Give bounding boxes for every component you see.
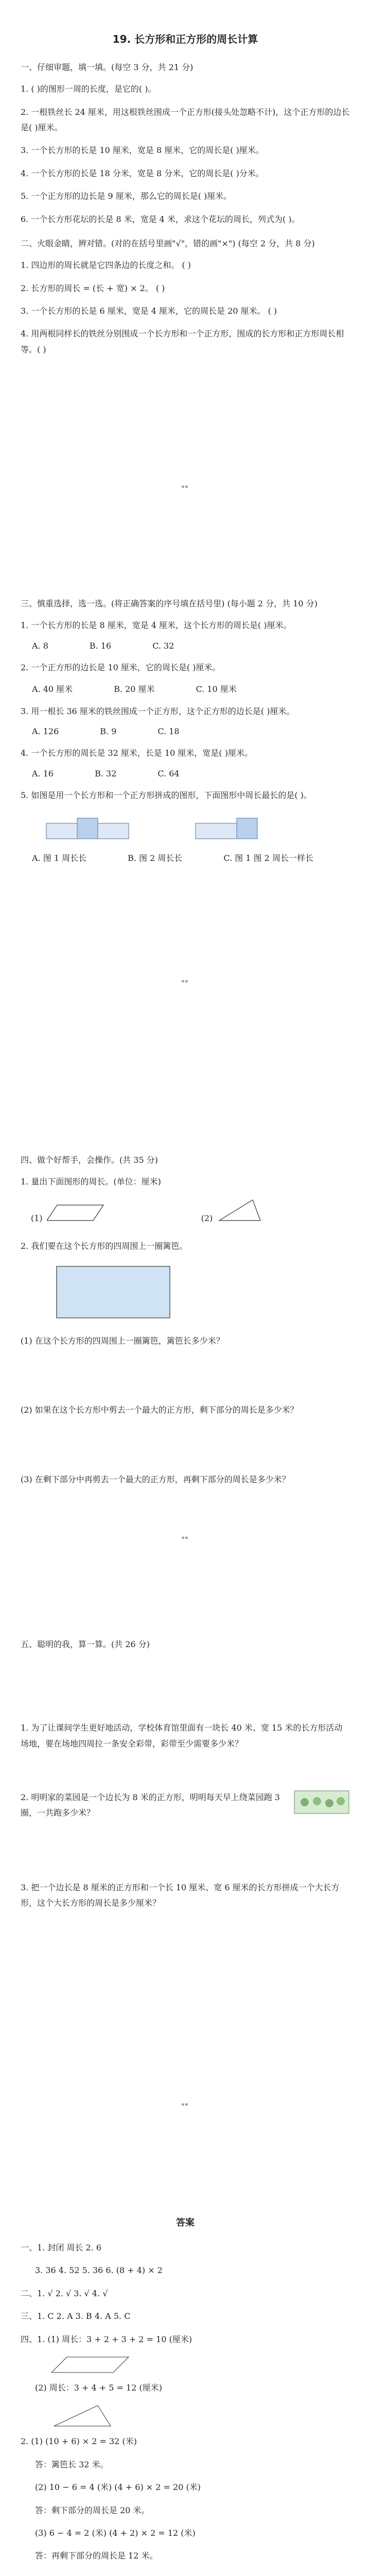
- answer-line: 答：再剩下部分的周长是 12 米。: [35, 2551, 158, 2561]
- part3-q2: 2. 一个正方形的边长是 10 厘米，它的周长是( )厘米。: [21, 662, 221, 672]
- answers-heading: 答案: [176, 2217, 195, 2228]
- figure1-rect: [46, 823, 77, 839]
- option-b: B. 20 厘米: [114, 684, 155, 694]
- part4-q1: 1. 量出下面图形的周长。(单位：厘米): [21, 1177, 161, 1187]
- answer-parallelogram: [51, 2354, 134, 2375]
- part2-q4: 4. 用两根同样长的铁丝分别围成一个长方形和一个正方形，围成的长方形和正方形周长相等。( ): [21, 329, 344, 354]
- option-c: C. 64: [157, 768, 180, 778]
- part3-q2-options: [32, 683, 350, 694]
- part1-q5: 5. 一个正方形的边长是 9 厘米，那么它的周长是( )厘米。: [21, 191, 232, 201]
- figure-label-1: (1): [31, 1213, 43, 1223]
- triangle-figure: [201, 1197, 263, 1223]
- part2-q1: 1. 四边形的周长就是它四条边的长度之和。 ( ): [21, 260, 191, 270]
- part4-q2-sub3: (3) 在剩下部分中再剪去一个最大的正方形，再剩下部分的周长是多少米？: [21, 1474, 290, 1484]
- answer-line: (2) 周长：3 + 4 + 5 = 12 (厘米): [35, 2382, 162, 2393]
- part3-q5-options: [32, 852, 350, 863]
- part1-q6: 6. 一个长方形花坛的长是 8 米，宽是 4 米，求这个花坛的周长，列式为( )。: [21, 214, 300, 224]
- part5-q3: 3. 把一个边长是 8 厘米的正方形和一个长 10 厘米、宽 6 厘米的长方形拼成一个大长方形，这个大长方形的周长是多少厘米？: [21, 1882, 340, 1908]
- composite-figures-diagram: [41, 810, 288, 846]
- part4-q1-figures: [31, 1197, 350, 1223]
- part3-q3-options: [32, 726, 350, 736]
- figure-label-2: (2): [201, 1213, 213, 1223]
- figure2-rect: [196, 823, 237, 839]
- part5-heading: 五、聪明的我，算一算。(共 26 分): [21, 1639, 150, 1649]
- option-b: B. 32: [95, 768, 117, 778]
- answer-line: 三、1. C 2. A 3. B 4. A 5. C: [21, 2311, 131, 2321]
- option-a: A. 图 1 周长长: [32, 853, 87, 863]
- vegetable-garden-picture: [293, 1790, 350, 1815]
- triangle-shape: [217, 1197, 263, 1223]
- part1-q1: 1. ( )的图形一周的长度，是它的( )。: [21, 84, 156, 94]
- page-3: [21, 1144, 350, 1495]
- part1-q3: 3. 一个长方形的长是 10 厘米，宽是 8 厘米，它的周长是( )厘米。: [21, 145, 264, 156]
- part1-q2: 2. 一根铁丝长 24 厘米，用这根铁丝围成一个正方形(接头处忽略不计)，这个正方形的边长是( )厘米。: [21, 107, 350, 132]
- page-1: [21, 31, 350, 365]
- answer-triangle: [51, 2403, 113, 2429]
- part4-heading: 四、做个好帮手，会操作。(共 35 分): [21, 1155, 158, 1165]
- answer-line: 一、1. 封闭 周长 2. 6: [21, 2243, 102, 2252]
- parallelogram-figure: [31, 1202, 109, 1223]
- part1-q4: 4. 一个长方形的长是 18 分米，宽是 8 分米，它的周长是( )分米。: [21, 168, 264, 178]
- option-c: C. 图 1 图 2 周长一样长: [223, 853, 313, 863]
- option-a: A. 40 厘米: [32, 684, 73, 694]
- answer-line: 2. (1) (10 + 6) × 2 = 32 (米): [21, 2436, 137, 2447]
- answers-page: [21, 2215, 350, 2576]
- page-4: [21, 1628, 350, 1919]
- figure1-square: [77, 818, 98, 839]
- page-2: [21, 587, 350, 873]
- fence-rectangle-diagram: [51, 1261, 185, 1323]
- option-c: C. 10 厘米: [196, 684, 237, 694]
- part3-q5: 5. 如图是用一个长方形和一个正方形拼成的图形，下面图形中周长最长的是( )。: [21, 790, 312, 800]
- part3-q1-options: [32, 641, 350, 651]
- part4-q2-sub2: (2) 如果在这个长方形中剪去一个最大的正方形，剩下部分的周长是多少米？: [21, 1405, 298, 1415]
- answer-line: 3. 36 4. 52 5. 36 6. (8 + 4) × 2: [35, 2265, 163, 2276]
- page-mark-2: **: [181, 979, 189, 986]
- option-b: B. 16: [89, 640, 112, 651]
- answer-line: (3) 6 − 4 = 2 (米) (4 + 2) × 2 = 12 (米): [35, 2528, 196, 2538]
- option-c: C. 18: [157, 726, 180, 737]
- answer-line: 答：篱笆长 32 米。: [35, 2459, 109, 2469]
- answer-line: 四、1. (1) 周长：3 + 2 + 3 + 2 = 10 (厘米): [21, 2334, 192, 2344]
- option-c: C. 32: [152, 640, 174, 651]
- option-a: A. 16: [32, 768, 54, 778]
- composite-figures: [41, 810, 350, 846]
- page-mark-1: **: [181, 484, 189, 492]
- part3-q4: 4. 一个长方形的周长是 32 厘米，长是 10 厘米，宽是( )厘米。: [21, 748, 253, 758]
- parallelogram-shape: [47, 1202, 109, 1223]
- part2-q3: 3. 一个长方形的长是 6 厘米，宽是 4 厘米，它的周长是 20 厘米。 ( ): [21, 306, 277, 316]
- option-b: B. 图 2 周长长: [128, 853, 183, 863]
- answer-line: 二、1. √ 2. √ 3. √ 4. √: [21, 2288, 108, 2298]
- part4-q2: 2. 我们要在这个长方形的四周围上一圈篱笆。: [21, 1241, 188, 1251]
- figure1-rect-2: [98, 823, 129, 839]
- part5-q2: 2. 明明家的菜园是一个边长为 8 米的正方形，明明每天早上绕菜园跑 3 圈，一共跑多少米？: [21, 1792, 280, 1818]
- part5-q1: 1. 为了让课间学生更好地活动，学校体育馆里面有一块长 40 米、宽 15 米的长方形活动场地，要在场地四周拉一条安全彩带，彩带至少需要多少米？: [21, 1723, 343, 1749]
- option-a: A. 8: [32, 640, 48, 651]
- answer-line: 答：剩下部分的周长是 20 米。: [35, 2505, 150, 2515]
- figure2-square: [237, 818, 257, 839]
- part3-q4-options: [32, 769, 350, 778]
- part2-heading: 二、火眼金睛，辨对错。(对的在括号里画"√"，错的画"×") (每空 2 分，共 8 分): [21, 238, 315, 248]
- part3-q1: 1. 一个长方形的长是 8 厘米，宽是 4 厘米，这个长方形的周长是( )厘米。: [21, 620, 292, 631]
- part1-heading: 一、仔细审题，填一填。(每空 3 分，共 21 分): [21, 62, 193, 72]
- worksheet-title: 19. 长方形和正方形的周长计算: [112, 33, 258, 45]
- answer-line: (2) 10 − 6 = 4 (米) (4 + 6) × 2 = 20 (米): [35, 2482, 201, 2493]
- option-b: B. 9: [100, 726, 117, 737]
- option-a: A. 126: [32, 726, 59, 737]
- part3-heading: 三、慎重选择，选一选。(将正确答案的序号填在括号里) (每小题 2 分，共 10 分): [21, 599, 318, 608]
- part4-q2-sub1: (1) 在这个长方形的四周围上一圈篱笆，篱笆长多少米？: [21, 1335, 224, 1346]
- part2-q2: 2. 长方形的周长 = (长 + 宽) × 2。 ( ): [21, 283, 165, 293]
- page-mark-4: **: [181, 2102, 189, 2109]
- part3-q3: 3. 用一根长 36 厘米的铁丝围成一个正方形，这个正方形的边长是( )厘米。: [21, 706, 295, 716]
- page-mark-3: **: [181, 1535, 189, 1543]
